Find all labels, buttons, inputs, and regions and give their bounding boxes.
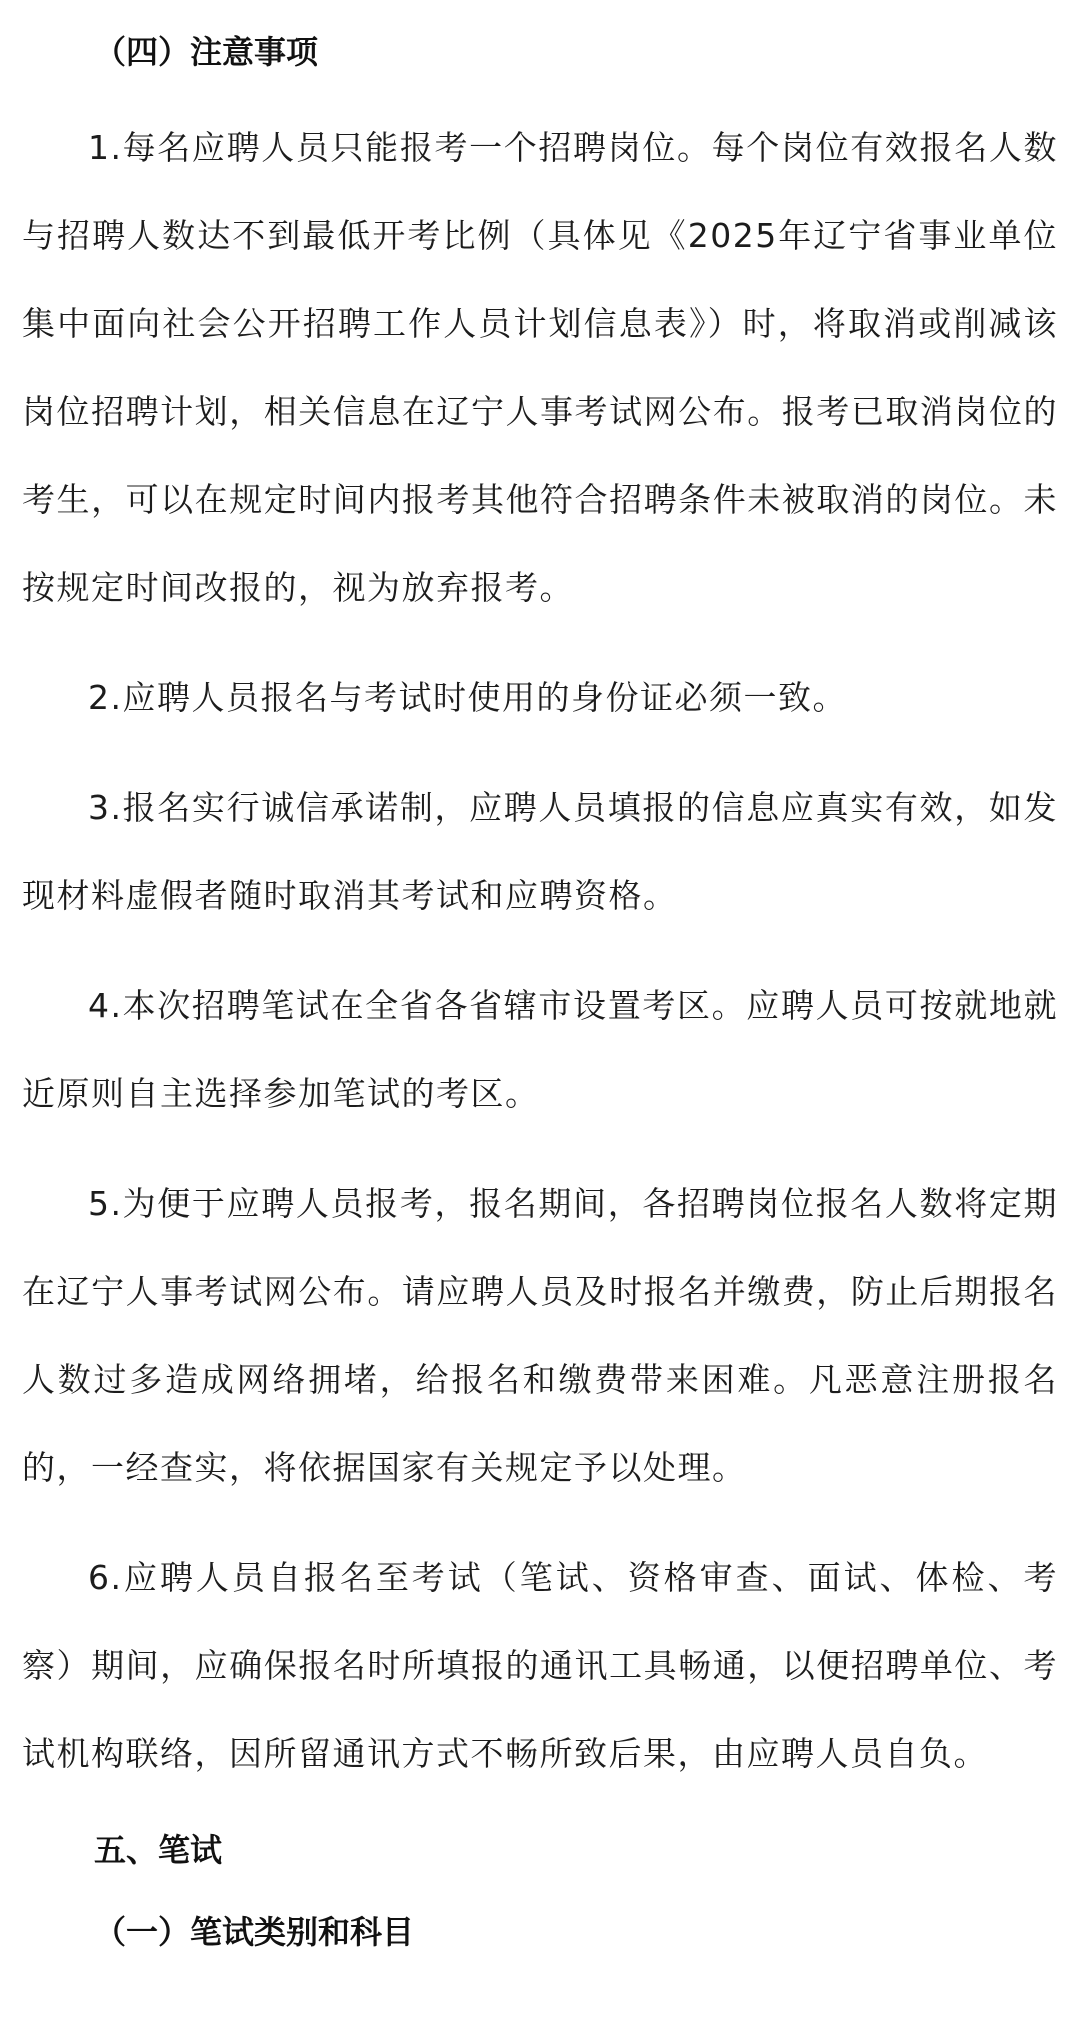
- section-5-1-heading: （一）笔试类别和科目: [94, 1913, 415, 1951]
- notice-item-5: 5.为便于应聘人员报考，报名期间，各招聘岗位报名人数将定期在辽宁人事考试网公布。请应聘人员及时报名并缴费，防止后期报名人数过多造成网络拥堵，给报名和缴费带来困难。凡恶意注册报名的，一经查实，将依据国家有关规定予以处理。: [22, 1184, 1058, 1487]
- notice-item-4: 4.本次招聘笔试在全省各省辖市设置考区。应聘人员可按就地就近原则自主选择参加笔试的考区。: [22, 986, 1058, 1113]
- notice-item-3: 3.报名实行诚信承诺制，应聘人员填报的信息应真实有效，如发现材料虚假者随时取消其考试和应聘资格。: [22, 788, 1058, 915]
- section-5-heading: 五、笔试: [94, 1831, 223, 1869]
- notice-item-6: 6.应聘人员自报名至考试（笔试、资格审查、面试、体检、考察）期间，应确保报名时所填报的通讯工具畅通，以便招聘单位、考试机构联络，因所留通讯方式不畅所致后果，由应聘人员自负。: [22, 1558, 1058, 1773]
- notice-item-2: 2.应聘人员报名与考试时使用的身份证必须一致。: [88, 678, 847, 717]
- notice-item-1: 1.每名应聘人员只能报考一个招聘岗位。每个岗位有效报名人数与招聘人数达不到最低开考比例（具体见《2025年辽宁省事业单位集中面向社会公开招聘工作人员计划信息表》）时，将取消或削减该岗位招聘计划，相关信息在辽宁人事考试网公布。报考已取消岗位的考生，可以在规定时间内报考其他符合招聘条件未被取消的岗位。未按规定时间改报的，视为放弃报考。: [22, 128, 1058, 607]
- section-4-heading: （四）注意事项: [94, 33, 319, 71]
